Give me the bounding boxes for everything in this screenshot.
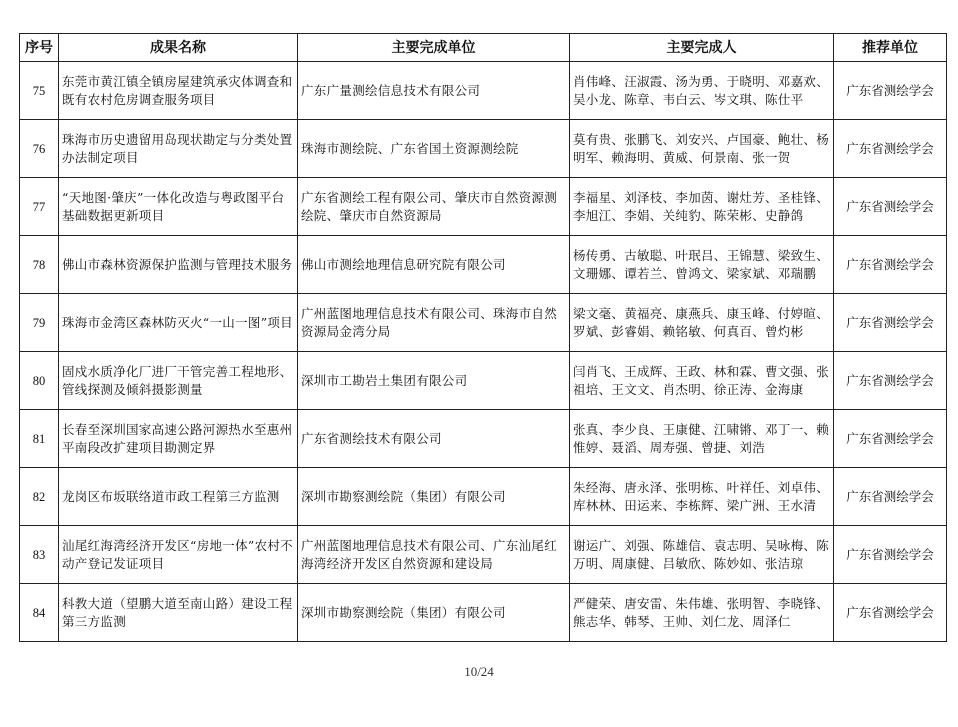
project-name: 固戍水质净化厂进厂干管完善工程地形、管线探测及倾斜摄影测量 xyxy=(59,352,298,410)
recommender: 广东省测绘学会 xyxy=(834,236,947,294)
completion-unit: 广州蓝图地理信息技术有限公司、珠海市自然资源局金湾分局 xyxy=(298,294,570,352)
row-number: 79 xyxy=(20,294,59,352)
completion-people: 莫有贵、张鹏飞、刘安兴、卢国豪、鲍壮、杨明军、赖海明、黄威、何景南、张一贺 xyxy=(570,120,834,178)
table-row xyxy=(20,62,947,120)
completion-unit: 广东省测绘技术有限公司 xyxy=(298,410,570,468)
table-row xyxy=(20,294,947,352)
header-unit: 主要完成单位 xyxy=(298,34,570,62)
row-number: 78 xyxy=(20,236,59,294)
row-number: 81 xyxy=(20,410,59,468)
table-row xyxy=(20,526,947,584)
row-number: 84 xyxy=(20,584,59,642)
completion-people: 严健荣、唐安雷、朱伟雄、张明智、李晓锋、熊志华、韩琴、王帅、刘仁龙、周泽仁 xyxy=(570,584,834,642)
completion-people: 梁文毫、黄福亮、康燕兵、康玉峰、付婷暄、罗斌、彭睿娟、赖铭敏、何真百、曾灼彬 xyxy=(570,294,834,352)
project-name: 佛山市森林资源保护监测与管理技术服务 xyxy=(59,236,298,294)
row-number: 76 xyxy=(20,120,59,178)
project-name: 珠海市历史遗留用岛现状勘定与分类处置办法制定项目 xyxy=(59,120,298,178)
table-row xyxy=(20,584,947,642)
completion-unit: 广东广量测绘信息技术有限公司 xyxy=(298,62,570,120)
project-name: 珠海市金湾区森林防灭火“一山一图”项目 xyxy=(59,294,298,352)
recommender: 广东省测绘学会 xyxy=(834,584,947,642)
row-number: 82 xyxy=(20,468,59,526)
completion-people: 杨传勇、古敏聪、叶珉吕、王锦慧、梁致生、文珊娜、谭若兰、曾鸿文、梁家斌、邓瑞鹏 xyxy=(570,236,834,294)
completion-people: 李福星、刘泽枝、李加茵、谢灶芳、圣桂锋、李旭江、李娟、关纯豹、陈荣彬、史静鸽 xyxy=(570,178,834,236)
table-row xyxy=(20,410,947,468)
completion-people: 朱经海、唐永泽、张明栋、叶祥任、刘卓伟、库林林、田运来、李栋辉、梁广洲、王水清 xyxy=(570,468,834,526)
header-no: 序号 xyxy=(20,34,59,62)
completion-unit: 深圳市勘察测绘院（集团）有限公司 xyxy=(298,584,570,642)
header-name: 成果名称 xyxy=(59,34,298,62)
awards-table xyxy=(19,33,947,642)
recommender: 广东省测绘学会 xyxy=(834,294,947,352)
completion-unit: 深圳市工勘岩土集团有限公司 xyxy=(298,352,570,410)
row-number: 75 xyxy=(20,62,59,120)
project-name: 科教大道（望鹏大道至南山路）建设工程第三方监测 xyxy=(59,584,298,642)
completion-unit: 佛山市测绘地理信息研究院有限公司 xyxy=(298,236,570,294)
recommender: 广东省测绘学会 xyxy=(834,120,947,178)
project-name: 龙岗区布坂联络道市政工程第三方监测 xyxy=(59,468,298,526)
row-number: 77 xyxy=(20,178,59,236)
project-name: “天地图·肇庆”一体化改造与粤政图平台基础数据更新项目 xyxy=(59,178,298,236)
header-recommender: 推荐单位 xyxy=(834,34,947,62)
table-row xyxy=(20,120,947,178)
recommender: 广东省测绘学会 xyxy=(834,178,947,236)
completion-unit: 广州蓝图地理信息技术有限公司、广东汕尾红海湾经济开发区自然资源和建设局 xyxy=(298,526,570,584)
completion-people: 闫肖飞、王成辉、王政、林和霖、曹文强、张祖培、王文文、肖杰明、徐正涛、金海康 xyxy=(570,352,834,410)
completion-people: 张真、李少良、王康健、江啸锵、邓丁一、赖惟婷、聂滔、周寿强、曾捷、刘浩 xyxy=(570,410,834,468)
page-number: 10/24 xyxy=(464,664,494,679)
project-name: 长春至深圳国家高速公路河源热水至惠州平南段改扩建项目勘测定界 xyxy=(59,410,298,468)
row-number: 80 xyxy=(20,352,59,410)
table-header-row xyxy=(20,34,947,62)
recommender: 广东省测绘学会 xyxy=(834,410,947,468)
header-people: 主要完成人 xyxy=(570,34,834,62)
table-row xyxy=(20,352,947,410)
recommender: 广东省测绘学会 xyxy=(834,468,947,526)
row-number: 83 xyxy=(20,526,59,584)
recommender: 广东省测绘学会 xyxy=(834,352,947,410)
project-name: 汕尾红海湾经济开发区“房地一体”农村不动产登记发证项目 xyxy=(59,526,298,584)
completion-unit: 广东省测绘工程有限公司、肇庆市自然资源测绘院、肇庆市自然资源局 xyxy=(298,178,570,236)
table-row xyxy=(20,178,947,236)
table-row xyxy=(20,236,947,294)
completion-unit: 深圳市勘察测绘院（集团）有限公司 xyxy=(298,468,570,526)
project-name: 东莞市黄江镇全镇房屋建筑承灾体调查和既有农村危房调查服务项目 xyxy=(59,62,298,120)
table-row xyxy=(20,468,947,526)
completion-people: 肖伟峰、汪淑霞、汤为勇、于晓明、邓嘉欢、吴小龙、陈章、韦白云、岑文琪、陈仕平 xyxy=(570,62,834,120)
completion-people: 谢运广、刘强、陈雄信、袁志明、吴咏梅、陈万明、周康健、吕敏欣、陈妙如、张洁琼 xyxy=(570,526,834,584)
recommender: 广东省测绘学会 xyxy=(834,526,947,584)
recommender: 广东省测绘学会 xyxy=(834,62,947,120)
completion-unit: 珠海市测绘院、广东省国土资源测绘院 xyxy=(298,120,570,178)
